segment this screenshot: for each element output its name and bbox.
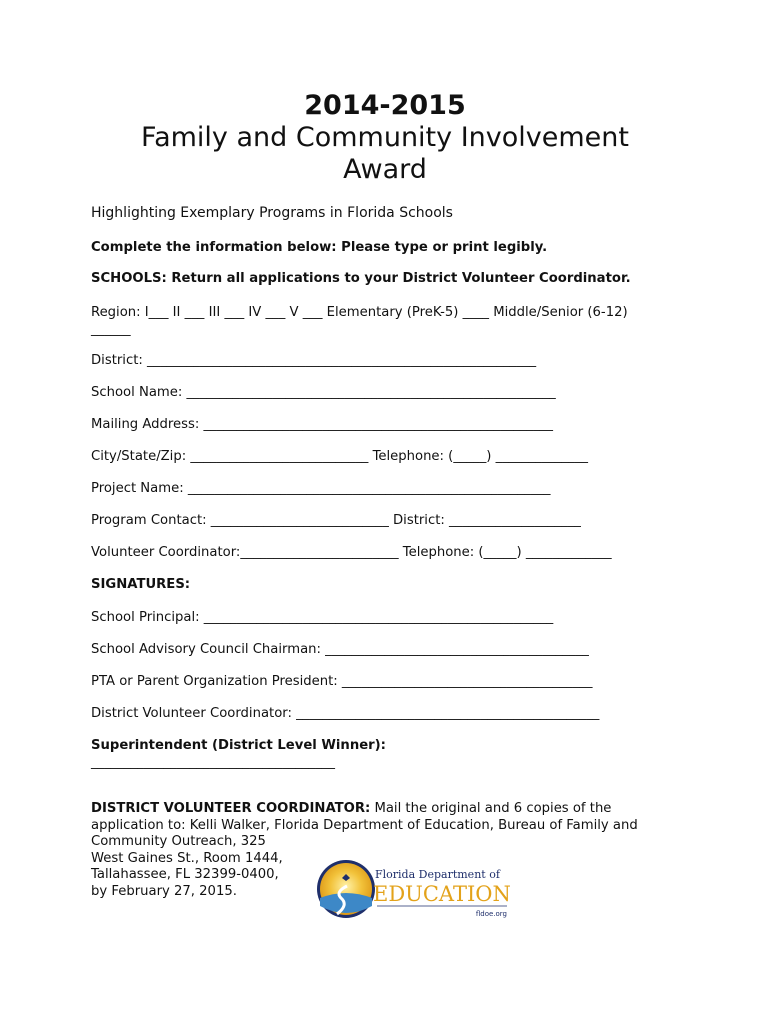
sac-chairman-signature-field[interactable]: School Advisory Council Chairman: ________________________________________	[91, 642, 589, 657]
logo-line-1: Florida Department of	[375, 868, 500, 881]
pta-president-signature-field[interactable]: PTA or Parent Organization President: ______________________________________	[91, 674, 593, 689]
mailing-line-5: Tallahassee, FL 32399-0400,	[91, 867, 279, 882]
signatures-heading: SIGNATURES:	[91, 577, 191, 592]
instructions-complete: Complete the information below: Please type or print legibly.	[91, 240, 548, 255]
logo-line-2: EDUCATION	[373, 882, 511, 906]
award-title-line1: Family and Community Involvement	[141, 122, 629, 153]
city-state-zip-field[interactable]: City/State/Zip: ___________________________ Telephone: (_____) ______________	[91, 449, 588, 464]
instructions-schools: SCHOOLS: Return all applications to your District Volunteer Coordinator.	[91, 271, 631, 286]
subtitle: Highlighting Exemplary Programs in Florida Schools	[91, 205, 453, 221]
fldoe-logo-graphic	[315, 858, 515, 920]
principal-signature-field[interactable]: School Principal: _____________________________________________________	[91, 610, 554, 625]
mailing-line-2: application to: Kelli Walker, Florida Department of Education, Bureau of Family and	[91, 817, 638, 833]
superintendent-label: Superintendent (District Level Winner):	[91, 738, 386, 753]
logo-line-3: fldoe.org	[475, 910, 507, 918]
region-field[interactable]: Region: I___ II ___ III ___ IV ___ V ___ Elementary (PreK-5) ____ Middle/Senior (6-12)	[91, 305, 628, 320]
volunteer-coordinator-field[interactable]: Volunteer Coordinator:________________________ Telephone: (_____) _____________	[91, 545, 612, 560]
mailing-line-1	[91, 801, 681, 818]
mailing-line-3: Community Outreach, 325	[91, 834, 266, 849]
mailing-line-6: by February 27, 2015.	[91, 883, 237, 899]
mailing-text-1: Mail the original and 6 copies of the	[370, 801, 612, 816]
mailing-label: DISTRICT VOLUNTEER COORDINATOR:	[91, 801, 371, 816]
mailing-address-field[interactable]: Mailing Address: _____________________________________________________	[91, 417, 553, 432]
program-contact-field[interactable]: Program Contact: ___________________________ District: ____________________	[91, 513, 581, 528]
award-title-line2: Award	[343, 154, 427, 185]
dvc-signature-field[interactable]: District Volunteer Coordinator: ______________________________________________	[91, 706, 600, 721]
mailing-line-4: West Gaines St., Room 1444,	[91, 850, 283, 866]
region-field-continued[interactable]: ______	[91, 322, 131, 337]
school-name-field[interactable]: School Name: ________________________________________________________	[91, 385, 556, 400]
district-field[interactable]: District: ___________________________________________________________	[91, 353, 537, 368]
award-year: 2014-2015	[304, 90, 466, 121]
fldoe-logo	[315, 858, 515, 920]
project-name-field[interactable]: Project Name: _______________________________________________________	[91, 481, 551, 496]
superintendent-signature-field[interactable]: _____________________________________	[91, 755, 335, 770]
